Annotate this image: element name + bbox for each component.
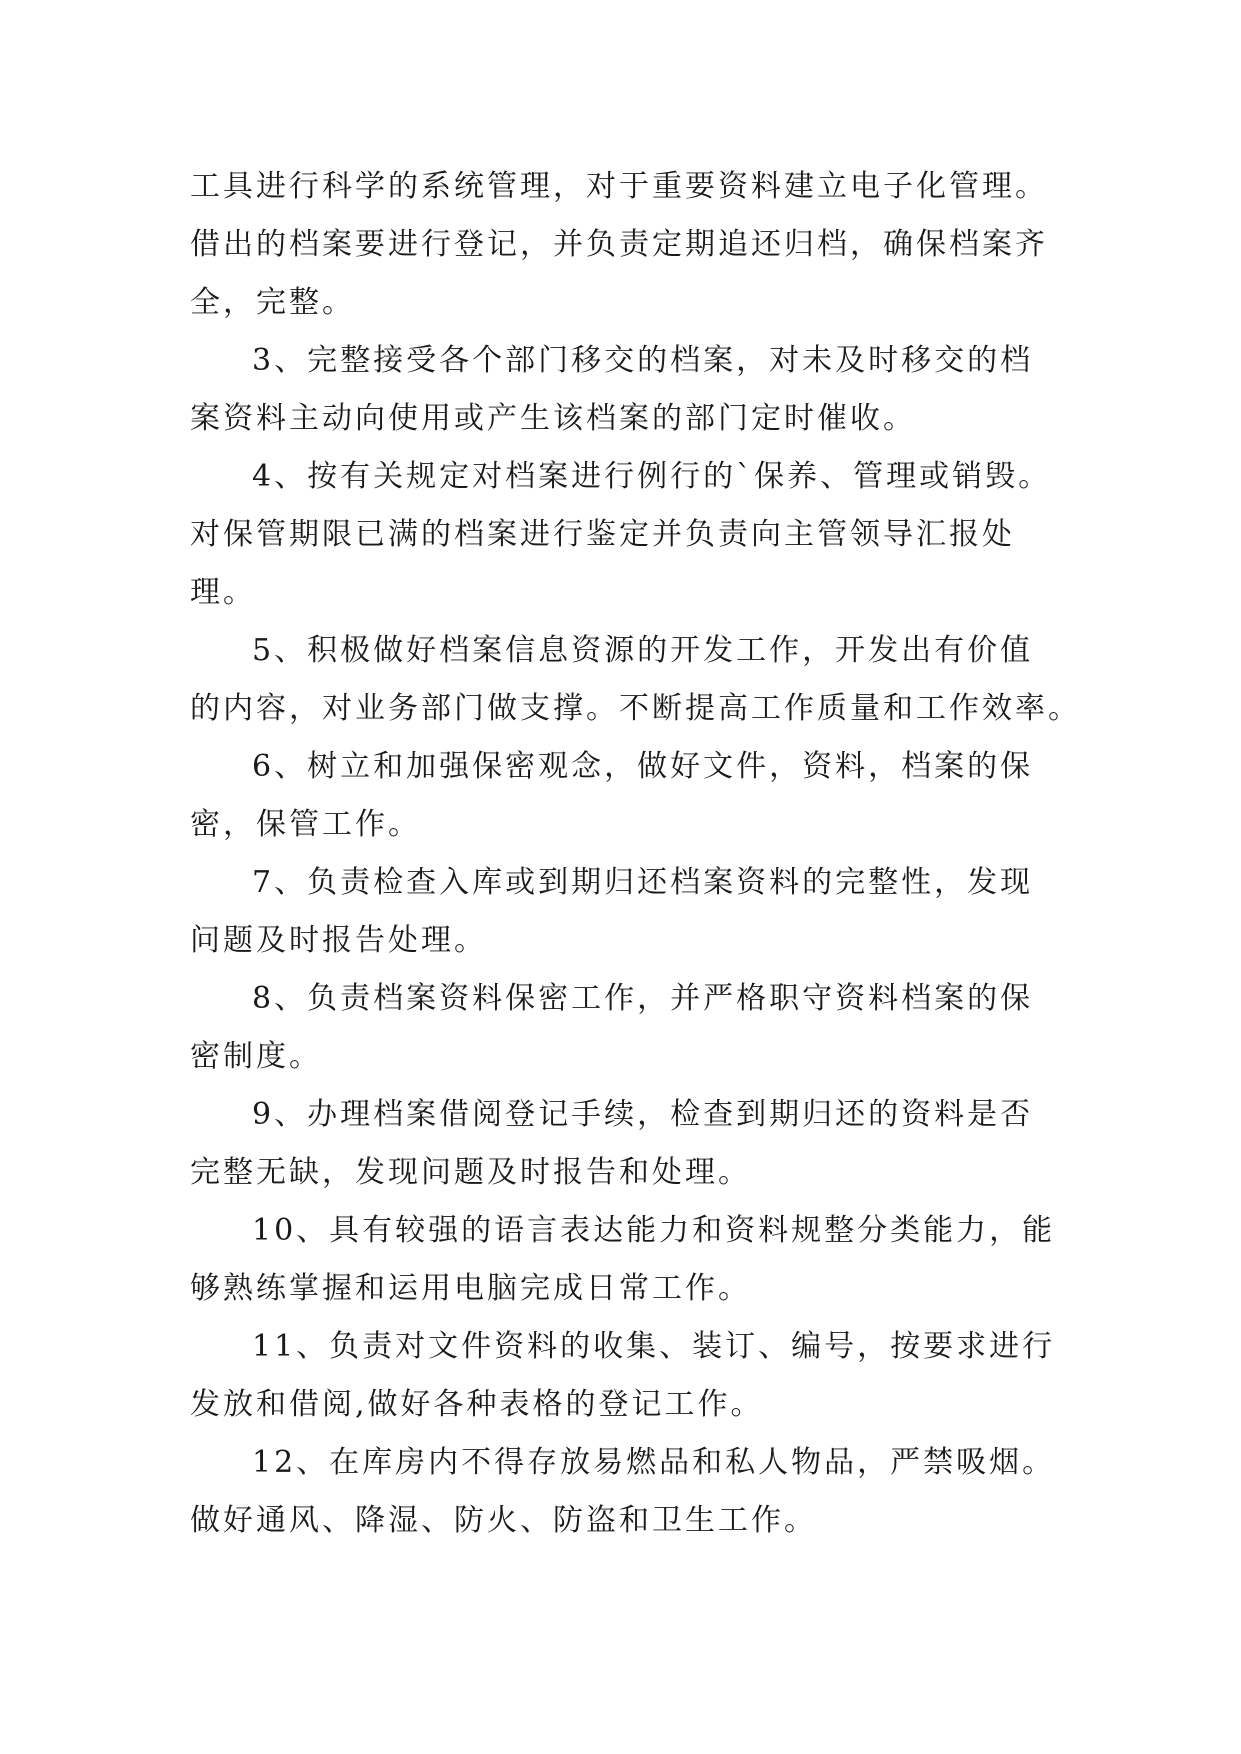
text-line: 9、办理档案借阅登记手续，检查到期归还的资料是否: [252, 1097, 1034, 1132]
text-line: 对保管期限已满的档案进行鉴定并负责向主管领导汇报处: [190, 517, 1015, 552]
text-line: 案资料主动向使用或产生该档案的部门定时催收。: [190, 401, 916, 436]
paragraph-item-9: [190, 1086, 1050, 1202]
text-line: 7、负责检查入库或到期归还档案资料的完整性，发现: [252, 865, 1034, 900]
paragraph-item-6: [190, 738, 1050, 854]
text-line: 全，完整。: [190, 285, 355, 320]
text-line: 做好通风、降湿、防火、防盗和卫生工作。: [190, 1503, 817, 1538]
text-line: 3、完整接受各个部门移交的档案，对未及时移交的档: [252, 343, 1034, 378]
text-line: 工具进行科学的系统管理，对于重要资料建立电子化管理。: [190, 169, 1048, 204]
text-line: 问题及时报告处理。: [190, 923, 487, 958]
text-line: 5、积极做好档案信息资源的开发工作，开发出有价值: [252, 633, 1034, 668]
text-line: 6、树立和加强保密观念，做好文件，资料，档案的保: [252, 749, 1034, 784]
paragraph-item-12: [190, 1434, 1056, 1550]
text-line: 12、在库房内不得存放易燃品和私人物品，严禁吸烟。: [252, 1445, 1056, 1480]
text-line: 完整无缺，发现问题及时报告和处理。: [190, 1155, 751, 1190]
paragraph-item-3: [190, 332, 1050, 448]
text-line: 借出的档案要进行登记，并负责定期追还归档，确保档案齐: [190, 227, 1048, 262]
paragraph-item-10: [190, 1202, 1056, 1318]
text-line: 8、负责档案资料保密工作，并严格职守资料档案的保: [252, 981, 1034, 1016]
paragraph-item-8: [190, 970, 1050, 1086]
text-line: 的内容，对业务部门做支撑。不断提高工作质量和工作效率。: [190, 691, 1081, 726]
text-line: 11、负责对文件资料的收集、装订、编号，按要求进行: [252, 1329, 1056, 1364]
paragraph-item-4: [190, 448, 1050, 622]
paragraph-item-11: [190, 1318, 1056, 1434]
paragraph-item-7: [190, 854, 1050, 970]
text-line: 理。: [190, 575, 256, 610]
text-line: 密制度。: [190, 1039, 322, 1074]
text-line: 密，保管工作。: [190, 807, 421, 842]
paragraph-item-5: [190, 622, 1081, 738]
paragraph-continuation: [190, 158, 1050, 332]
text-line: 够熟练掌握和运用电脑完成日常工作。: [190, 1271, 751, 1306]
document-body: [190, 158, 1081, 1550]
text-line: 发放和借阅,做好各种表格的登记工作。: [190, 1387, 764, 1422]
text-line: 10、具有较强的语言表达能力和资料规整分类能力，能: [252, 1213, 1056, 1248]
text-line: 4、按有关规定对档案进行例行的`保养、管理或销毁。: [252, 459, 1052, 494]
